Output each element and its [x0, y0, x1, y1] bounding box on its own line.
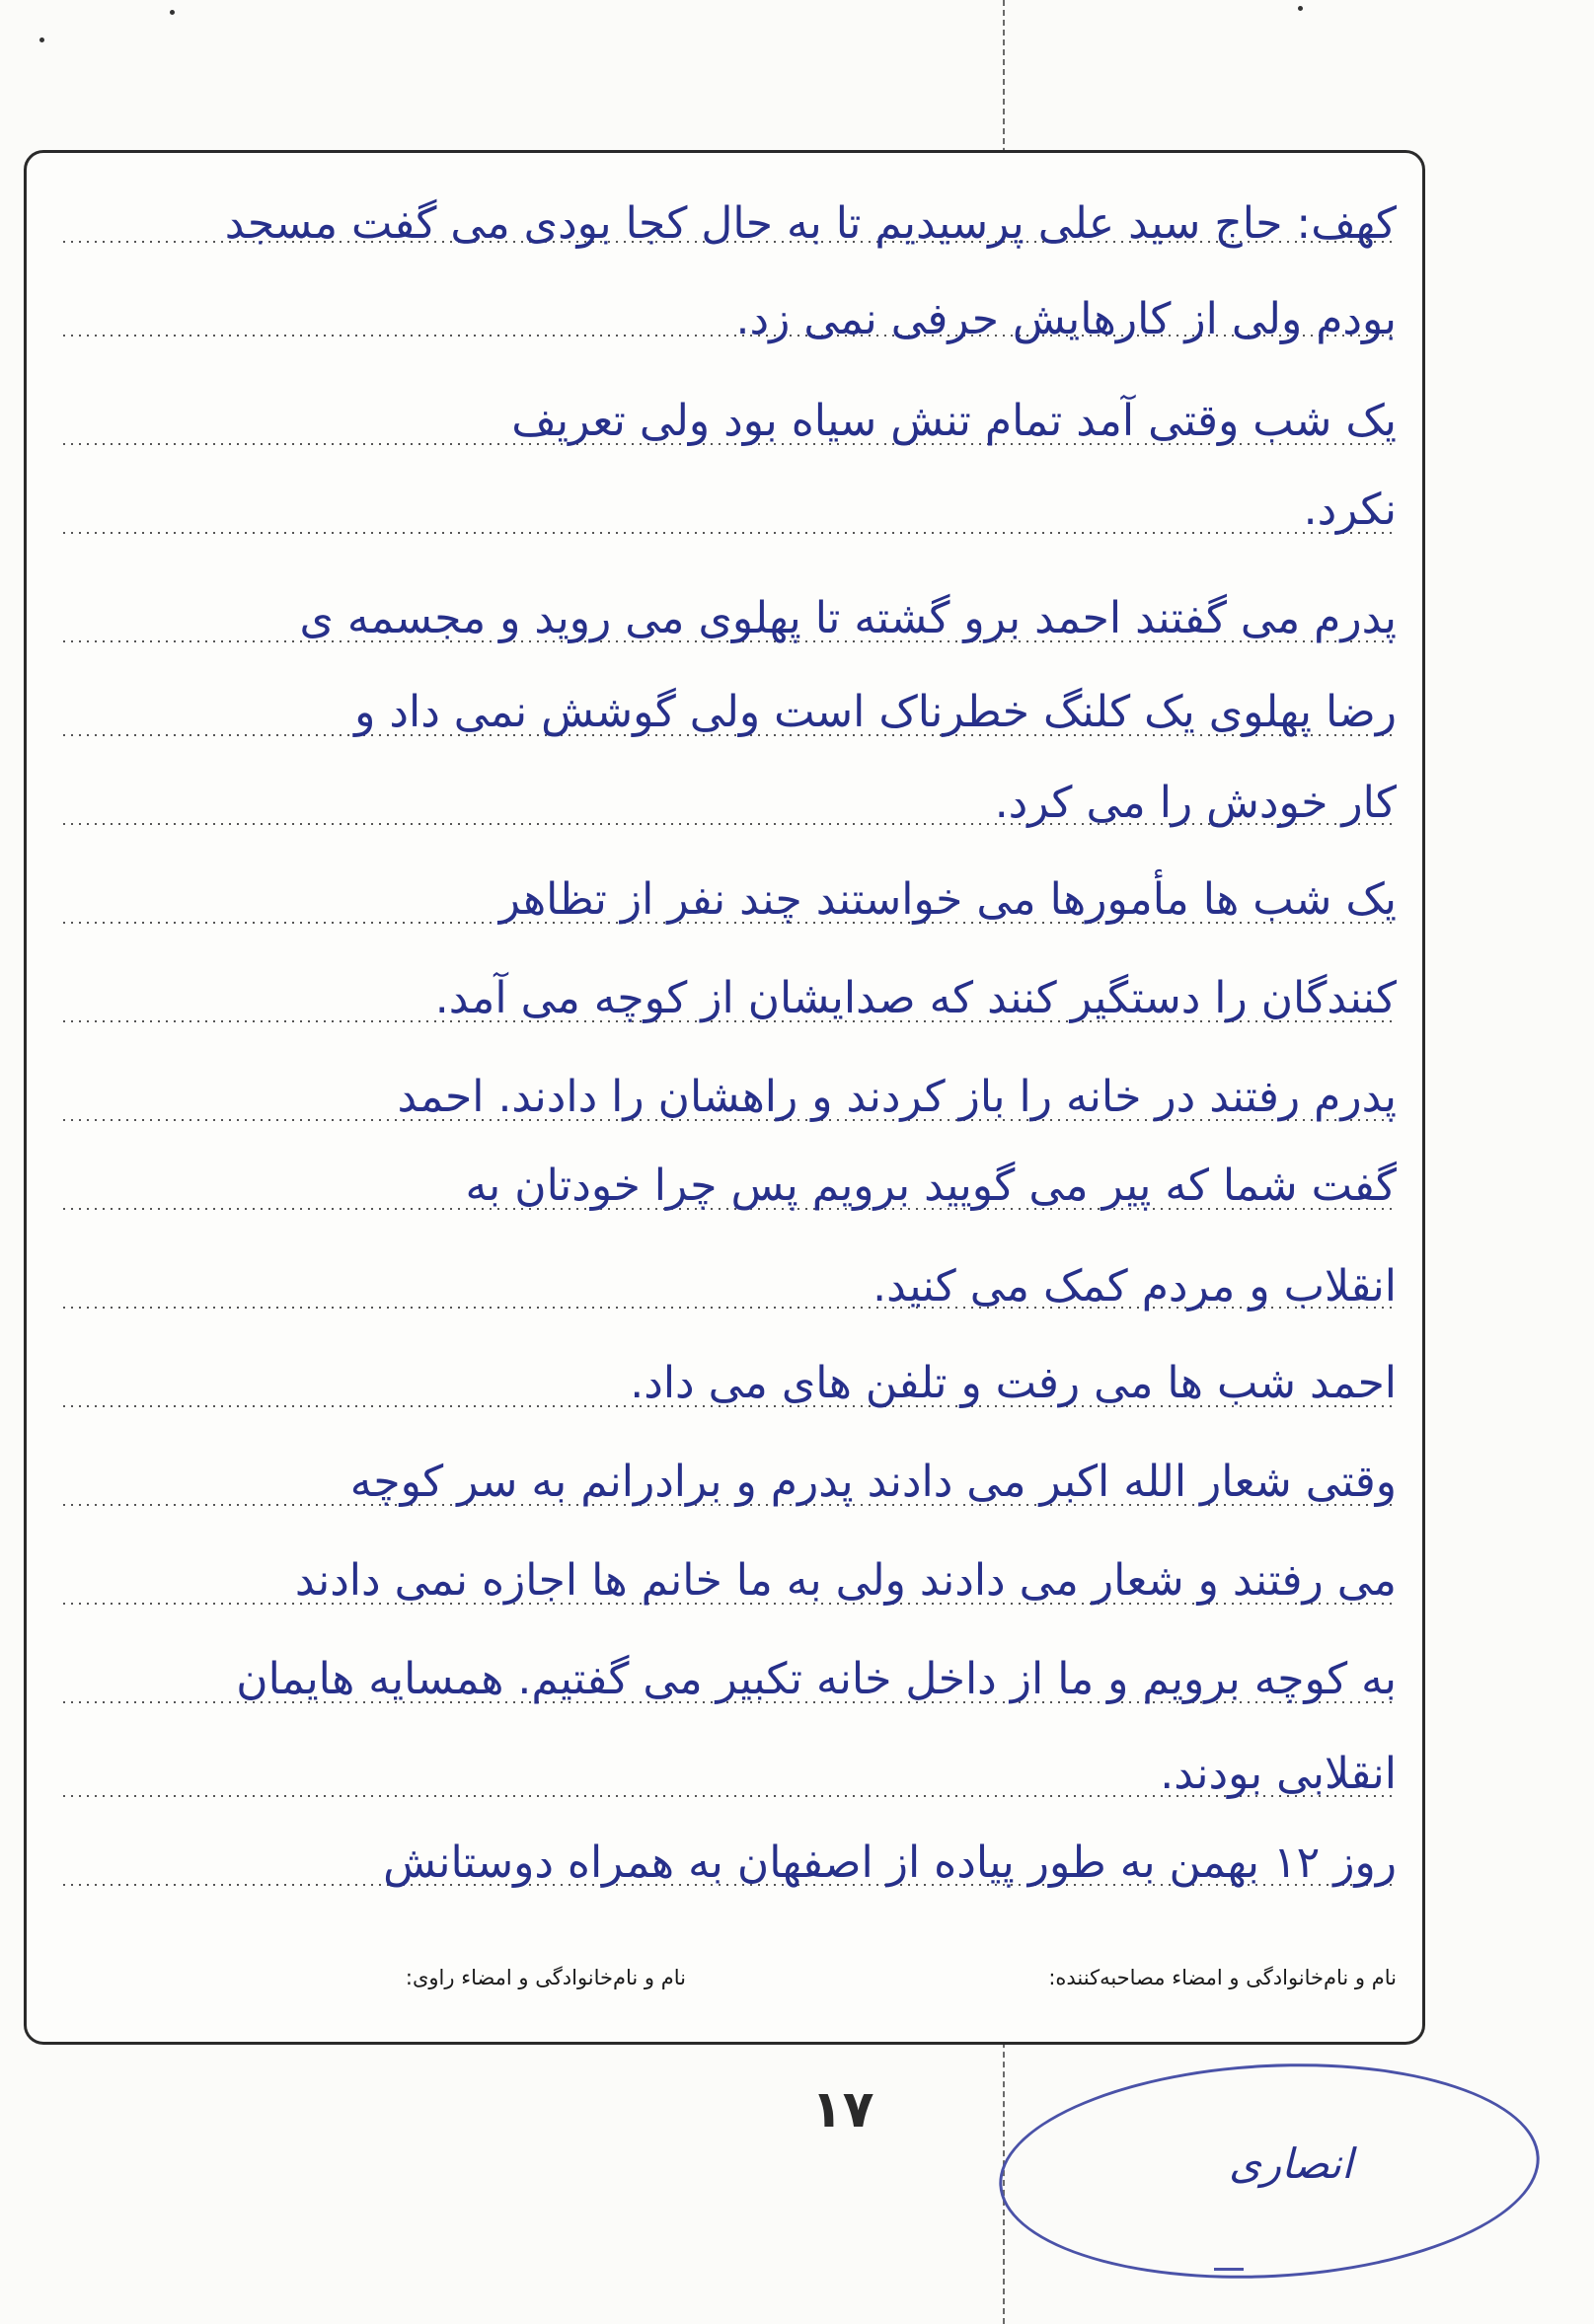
- narrator-signature-label: نام و نام‌خانوادگی و امضاء راوی:: [405, 1966, 686, 1989]
- handwritten-line-14: وقتی شعار الله اکبر می دادند پدرم و برادرانم به سر کوچه: [349, 1457, 1397, 1507]
- handwritten-line-16: به کوچه برویم و ما از داخل خانه تکبیر می گفتیم. همسایه هایمان: [236, 1654, 1397, 1704]
- paper-speck: [39, 37, 44, 42]
- page-number: ۱۷: [811, 2080, 874, 2139]
- paper-speck: [1298, 6, 1303, 11]
- stamp-signature-name: انصاری: [1229, 2139, 1353, 2188]
- handwritten-line-13: احمد شب ها می رفت و تلفن های می داد.: [630, 1358, 1397, 1408]
- interviewer-signature-label: نام و نام‌خانوادگی و امضاء مصاحبه‌کننده:: [1048, 1966, 1397, 1989]
- handwritten-line-2: بودم ولی از کارهایش حرفی نمی زد.: [735, 294, 1397, 344]
- handwritten-line-12: انقلاب و مردم کمک می کنید.: [873, 1261, 1397, 1312]
- handwritten-line-8: یک شب ها مأمورها می خواستند چند نفر از تظاهر: [498, 874, 1397, 925]
- handwritten-line-5: پدرم می گفتند احمد برو گشته تا پهلوی می روید و مجسمه ی: [299, 593, 1397, 643]
- handwritten-line-9: کنندگان را دستگیر کنند که صدایشان از کوچه می آمد.: [434, 973, 1397, 1023]
- handwritten-line-7: کار خودش را می کرد.: [994, 778, 1397, 828]
- handwritten-line-18: روز ۱۲ بهمن به طور پیاده از اصفهان به همراه دوستانش: [383, 1837, 1397, 1888]
- handwritten-line-3: یک شب وقتی آمد تمام تنش سیاه بود ولی تعریف: [511, 396, 1397, 446]
- handwritten-line-15: می رفتند و شعار می دادند ولی به ما خانم ها اجازه نمی دادند: [294, 1555, 1397, 1606]
- handwritten-line-1: کهف: حاج سید علی پرسیدیم تا به حال کجا بودی می گفت مسجد: [224, 198, 1397, 249]
- handwritten-line-17: انقلابی بودند.: [1160, 1749, 1397, 1799]
- handwritten-line-4: نکرد.: [1303, 485, 1397, 535]
- handwritten-line-11: گفت شما که پیر می گویید برویم پس چرا خودتان به: [465, 1161, 1397, 1211]
- paper-speck: [170, 10, 175, 15]
- handwritten-line-6: رضا پهلوی یک کلنگ خطرناک است ولی گوشش نمی داد و: [354, 687, 1397, 737]
- handwritten-line-10: پدرم رفتند در خانه را باز کردند و راهشان را دادند. احمد: [397, 1072, 1397, 1122]
- stamp-tick-mark: [1214, 2268, 1244, 2271]
